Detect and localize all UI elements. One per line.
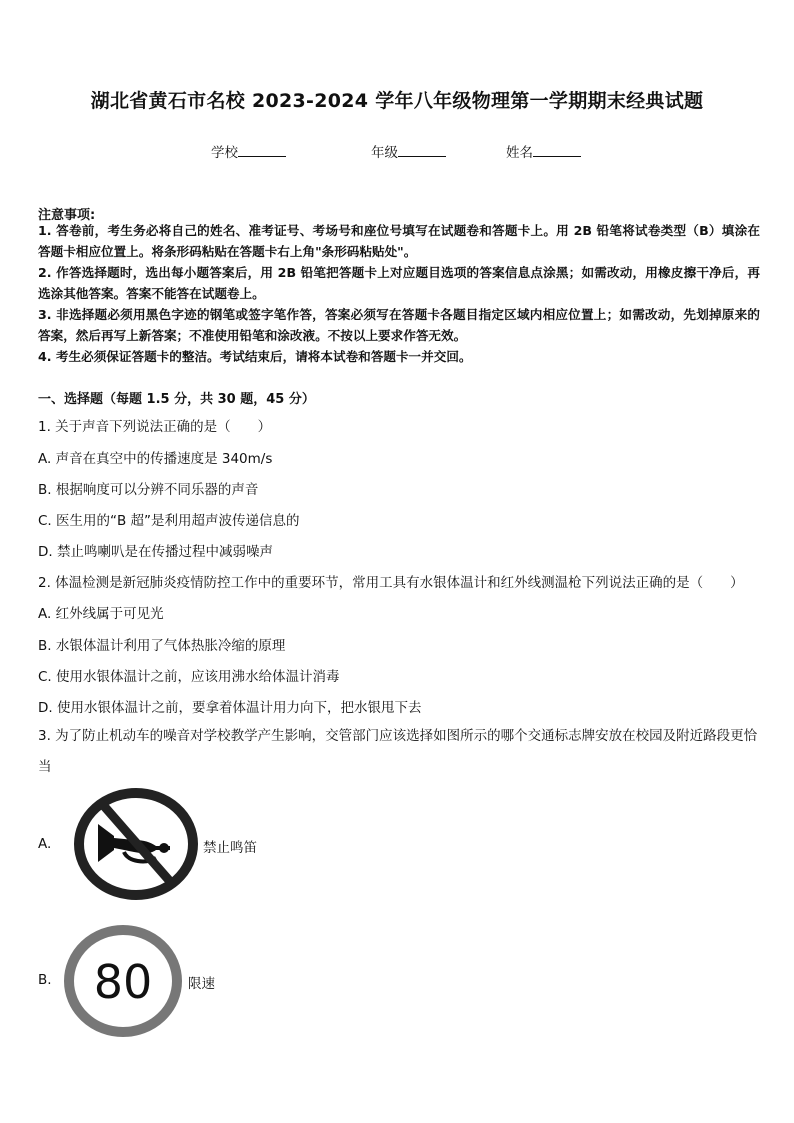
name-label: 姓名 bbox=[506, 145, 533, 161]
question-1-option-c: C. 医生用的“B 超”是利用超声波传递信息的 bbox=[38, 513, 300, 529]
question-2-option-b: B. 水银体温计利用了气体热胀冷缩的原理 bbox=[38, 638, 286, 654]
speed-limit-sign-icon bbox=[64, 925, 182, 1037]
section-heading: 一、选择题（每题 1.5 分，共 30 题，45 分） bbox=[38, 392, 315, 407]
grade-label: 年级 bbox=[371, 145, 398, 161]
question-3-option-b-label: 限速 bbox=[188, 976, 215, 992]
page-title: 湖北省黄石市名校 2023-2024 学年八年级物理第一学期期末经典试题 bbox=[90, 90, 704, 112]
question-1-option-b: B. 根据响度可以分辨不同乐器的声音 bbox=[38, 482, 259, 498]
no-horn-sign-icon bbox=[74, 788, 198, 900]
notice-item-4: 4. 考生必须保证答题卡的整洁。考试结束后，请将本试卷和答题卡一并交回。 bbox=[38, 349, 472, 364]
notice-item-2: 2. 作答选择题时，选出每小题答案后，用 2B 铅笔把答题卡上对应题目选项的答案信息点涂黑；如需改动，用橡皮擦干净后，再选涂其他答案。答案不能答在试题卷上。 bbox=[38, 265, 760, 301]
question-2-stem: 2. 体温检测是新冠肺炎疫情防控工作中的重要环节，常用工具有水银体温计和红外线测温枪下列说法正确的是（ ） bbox=[38, 575, 744, 591]
name-field bbox=[506, 141, 581, 161]
notice-heading: 注意事项: bbox=[38, 208, 96, 223]
question-1-option-a: A. 声音在真空中的传播速度是 340m/s bbox=[38, 451, 273, 467]
question-2-option-d: D. 使用水银体温计之前，要拿着体温计用力向下，把水银甩下去 bbox=[38, 700, 422, 716]
question-2-option-c: C. 使用水银体温计之前，应该用沸水给体温计消毒 bbox=[38, 669, 340, 685]
question-3-option-a-label: 禁止鸣笛 bbox=[203, 840, 257, 856]
question-3-stem: 3. 为了防止机动车的噪音对学校教学产生影响，交管部门应该选择如图所示的哪个交通标志牌安放在校园及附近路段更恰当 bbox=[38, 728, 758, 775]
school-blank[interactable] bbox=[238, 144, 286, 157]
school-label: 学校 bbox=[211, 145, 238, 161]
school-field bbox=[211, 141, 286, 161]
question-2-option-a: A. 红外线属于可见光 bbox=[38, 606, 164, 622]
speed-limit-value: 80 bbox=[93, 955, 153, 1009]
question-3-option-a-letter: A. bbox=[38, 836, 52, 852]
grade-blank[interactable] bbox=[398, 144, 446, 157]
name-blank[interactable] bbox=[533, 144, 581, 157]
grade-field bbox=[371, 141, 446, 161]
notice-item-3: 3. 非选择题必须用黑色字迹的钢笔或签字笔作答，答案必须写在答题卡各题目指定区域内相应位置上；如需改动，先划掉原来的答案，然后再写上新答案；不准使用铅笔和涂改液。不按以上要求作答无效。 bbox=[38, 307, 760, 343]
question-1-option-d: D. 禁止鸣喇叭是在传播过程中减弱噪声 bbox=[38, 544, 273, 560]
question-3-option-b-letter: B. bbox=[38, 972, 52, 988]
notice-item-1: 1. 答卷前，考生务必将自己的姓名、准考证号、考场号和座位号填写在试题卷和答题卡上。用 2B 铅笔将试卷类型（B）填涂在答题卡相应位置上。将条形码粘贴在答题卡右上角"条形码粘贴处"。 bbox=[38, 223, 760, 259]
question-1-stem: 1. 关于声音下列说法正确的是（ ） bbox=[38, 419, 272, 435]
